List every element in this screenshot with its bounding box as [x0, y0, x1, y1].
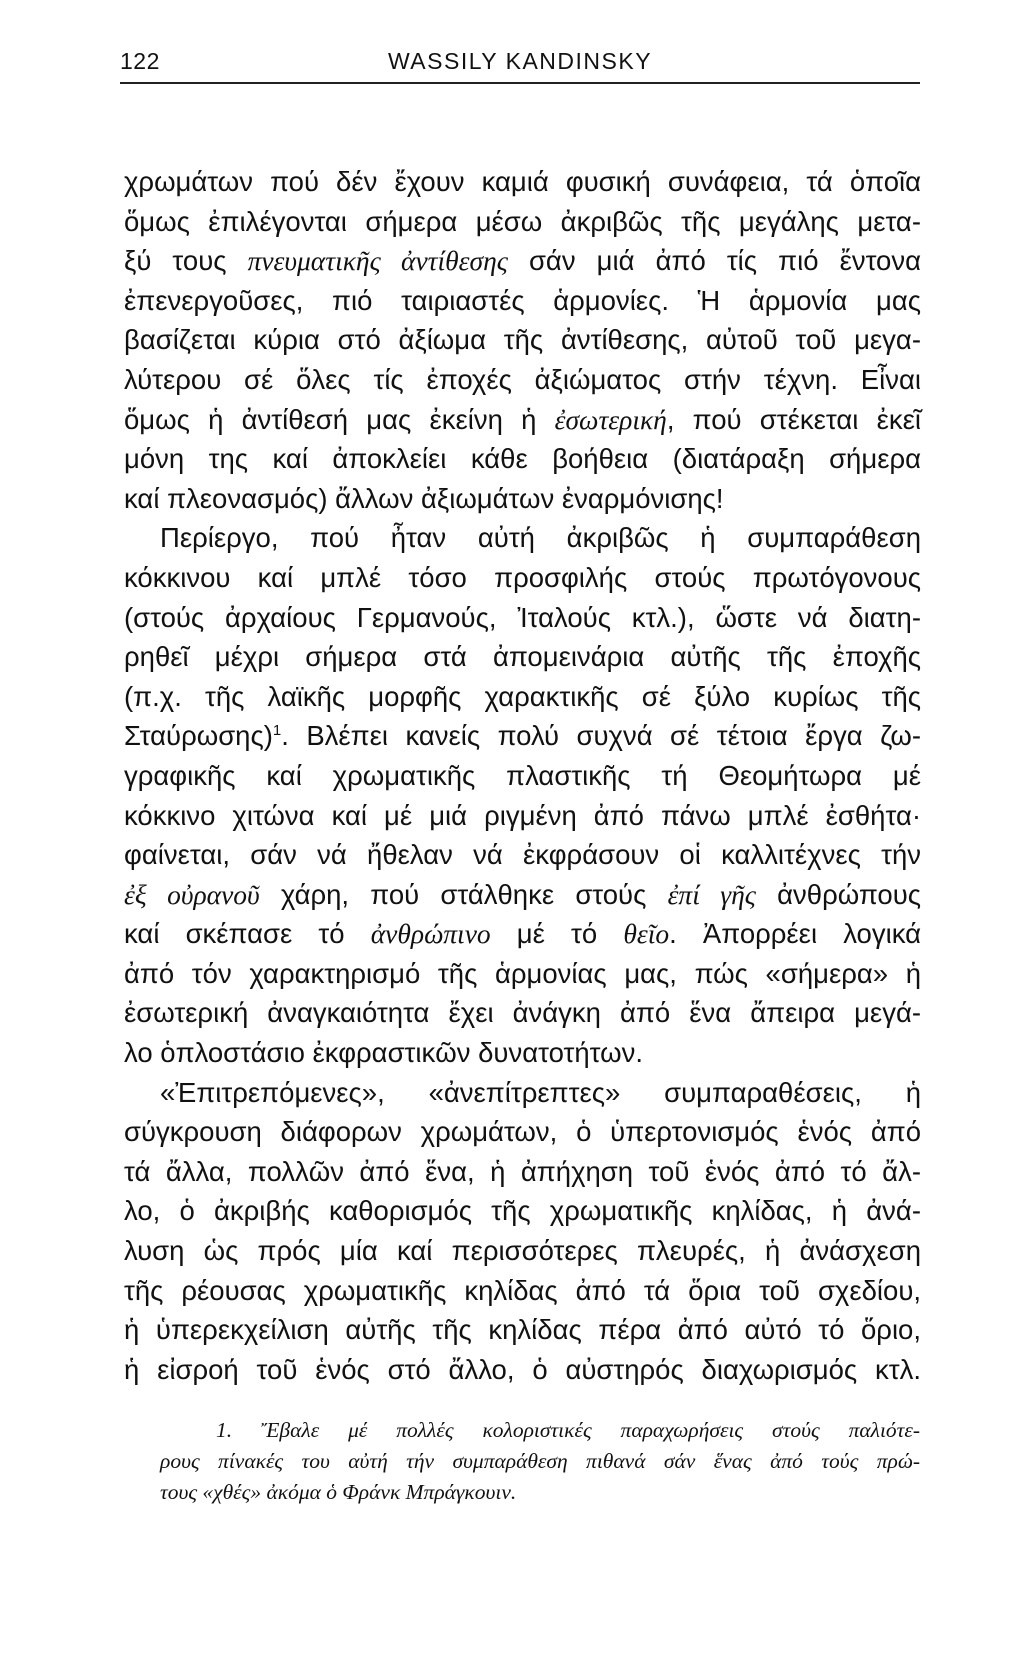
text-run: μέ τό: [490, 918, 624, 950]
body-text: [124, 162, 921, 1389]
footnote-line: τους «χθές» ἀκόμα ὁ Φράνκ Μπράγκουιν.: [160, 1480, 517, 1504]
emphasis-text: θεῖο: [623, 918, 670, 950]
text-line: [124, 716, 921, 756]
text-line: φαίνεται, σάν νά ἤθελαν νά ἐκφράσουν οἱ καλλιτέχνες τήν: [124, 839, 921, 871]
text-line: (π.χ. τῆς λαϊκῆς μορφῆς χαρακτικῆς σέ ξύλο κυρίως τῆς: [124, 680, 921, 712]
text-line: ἡ εἰσροή τοῦ ἑνός στό ἄλλο, ὁ αὐστηρός διαχωρισμός κτλ.: [124, 1353, 921, 1385]
text-line: Περίεργο, πού ἦταν αὐτή ἀκριβῶς ἡ συμπαράθεση: [160, 522, 921, 554]
text-line: λυση ὡς πρός μία καί περισσότερες πλευρές, ἡ ἀνάσχεση: [124, 1235, 921, 1267]
text-line: κόκκινο χιτώνα καί μέ μιά ριγμένη ἀπό πάνω μπλέ ἐσθήτα·: [124, 799, 921, 831]
text-line: λύτερου σέ ὅλες τίς ἐποχές ἀξιώματος στήν τέχνη. Εἶναι: [124, 363, 921, 395]
text-run: ἀνθρώπους: [755, 878, 921, 910]
text-line: βασίζεται κύρια στό ἀξίωμα τῆς ἀντίθεσης, αὐτοῦ τοῦ μεγα-: [124, 324, 921, 356]
text-line: [124, 241, 921, 281]
text-line: γραφικῆς καί χρωματικῆς πλαστικῆς τή Θεομήτωρα μέ: [124, 759, 921, 791]
text-line: «Ἐπιτρεπόμενες», «ἀνεπίτρεπτες» συμπαραθέσεις, ἡ: [160, 1076, 921, 1108]
text-line: [124, 400, 921, 440]
text-run: Σταύρωσης): [124, 720, 273, 752]
footnote-line: ρους πίνακές του αὐτή τήν συμπαράθεση πιθανά σάν ἕνας ἀπό τούς πρώ-: [160, 1449, 920, 1473]
emphasis-text: ἐπί γῆς: [667, 878, 756, 910]
footnote-reference[interactable]: 1: [272, 722, 282, 740]
text-run: ὅμως ἡ ἀντίθεσή μας ἐκείνη ἡ: [124, 403, 555, 435]
text-line: ἐσωτερική ἀναγκαιότητα ἔχει ἀνάγκη ἀπό ἕνα ἄπειρα μεγά-: [124, 997, 921, 1029]
emphasis-text: ἀνθρώπινο: [370, 918, 491, 950]
emphasis-text: ἐξ οὐρανοῦ: [124, 878, 260, 910]
text-line: [124, 914, 921, 954]
text-line: ἀπό τόν χαρακτηρισμό τῆς ἁρμονίας μας, πώς «σήμερα» ἡ: [124, 957, 921, 989]
text-line: ρηθεῖ μέχρι σήμερα στά ἀπομεινάρια αὐτῆς τῆς ἐποχῆς: [124, 641, 921, 673]
footnote-text: Ἔβαλε μέ πολλές κολοριστικές παραχωρήσεις στούς παλιότε-: [232, 1418, 920, 1442]
text-line: λο, ὁ ἀκριβής καθορισμός τῆς χρωματικῆς κηλίδας, ἡ ἀνά-: [124, 1195, 921, 1227]
text-run: σάν μιά ἀπό τίς πιό ἔντονα: [507, 245, 921, 277]
text-line: (στούς ἀρχαίους Γερμανούς, Ἰταλούς κτλ.), ὥστε νά διατη-: [124, 601, 921, 633]
text-run: . Βλέπει κανείς πολύ συχνά σέ τέτοια ἔργα ζω-: [281, 720, 921, 752]
emphasis-text: πνευματικῆς ἀντίθεσης: [247, 245, 508, 277]
text-line: χρωμάτων πού δέν ἔχουν καμιά φυσική συνάφεια, τά ὁποῖα: [124, 166, 921, 197]
text-line: λο ὁπλοστάσιο ἐκφραστικῶν δυνατοτήτων.: [124, 1037, 643, 1069]
text-run: ξύ τους: [124, 245, 248, 277]
text-line: μόνη της καί ἀποκλείει κάθε βοήθεια (διατάραξη σήμερα: [124, 443, 921, 475]
text-run: καί σκέπασε τό: [124, 918, 371, 950]
running-head: WASSILY KANDINSKY: [387, 48, 653, 74]
text-run: . Ἀπορρέει λογικά: [669, 918, 922, 950]
footnote-marker: 1.: [216, 1418, 233, 1442]
text-line: τά ἄλλα, πολλῶν ἀπό ἕνα, ἡ ἀπήχηση τοῦ ἑνός ἀπό τό ἄλ-: [124, 1155, 921, 1187]
page-number: 122: [120, 48, 160, 74]
text-line: ἡ ὑπερεκχείλιση αὐτῆς τῆς κηλίδας πέρα ἀπό αὐτό τό ὅριο,: [124, 1314, 921, 1346]
footnote: [160, 1415, 920, 1508]
text-run: χάρη, πού στάλθηκε στούς: [259, 878, 668, 910]
text-run: , πού στέκεται ἐκεῖ: [666, 403, 921, 435]
emphasis-text: ἐσωτερική: [554, 403, 667, 435]
text-line: καί πλεονασμός) ἄλλων ἀξιωμάτων ἐναρμόνισης!: [124, 482, 724, 514]
footnote-line: [160, 1415, 920, 1446]
text-line: σύγκρουση διάφορων χρωμάτων, ὁ ὑπερτονισμός ἑνός ἀπό: [124, 1116, 921, 1148]
text-line: κόκκινου καί μπλέ τόσο προσφιλής στούς πρωτόγονους: [124, 561, 921, 593]
text-line: τῆς ρέουσας χρωματικῆς κηλίδας ἀπό τά ὅρια τοῦ σχεδίου,: [124, 1274, 921, 1306]
text-line: ὅμως ἐπιλέγονται σήμερα μέσω ἀκριβῶς τῆς μεγάλης μετα-: [124, 205, 921, 237]
page-header: [120, 48, 920, 88]
text-line: [124, 875, 921, 915]
header-rule: [120, 82, 920, 84]
text-line: ἐπενεργοῦσες, πιό ταιριαστές ἁρμονίες. Ἡ ἁρμονία μας: [124, 284, 921, 316]
